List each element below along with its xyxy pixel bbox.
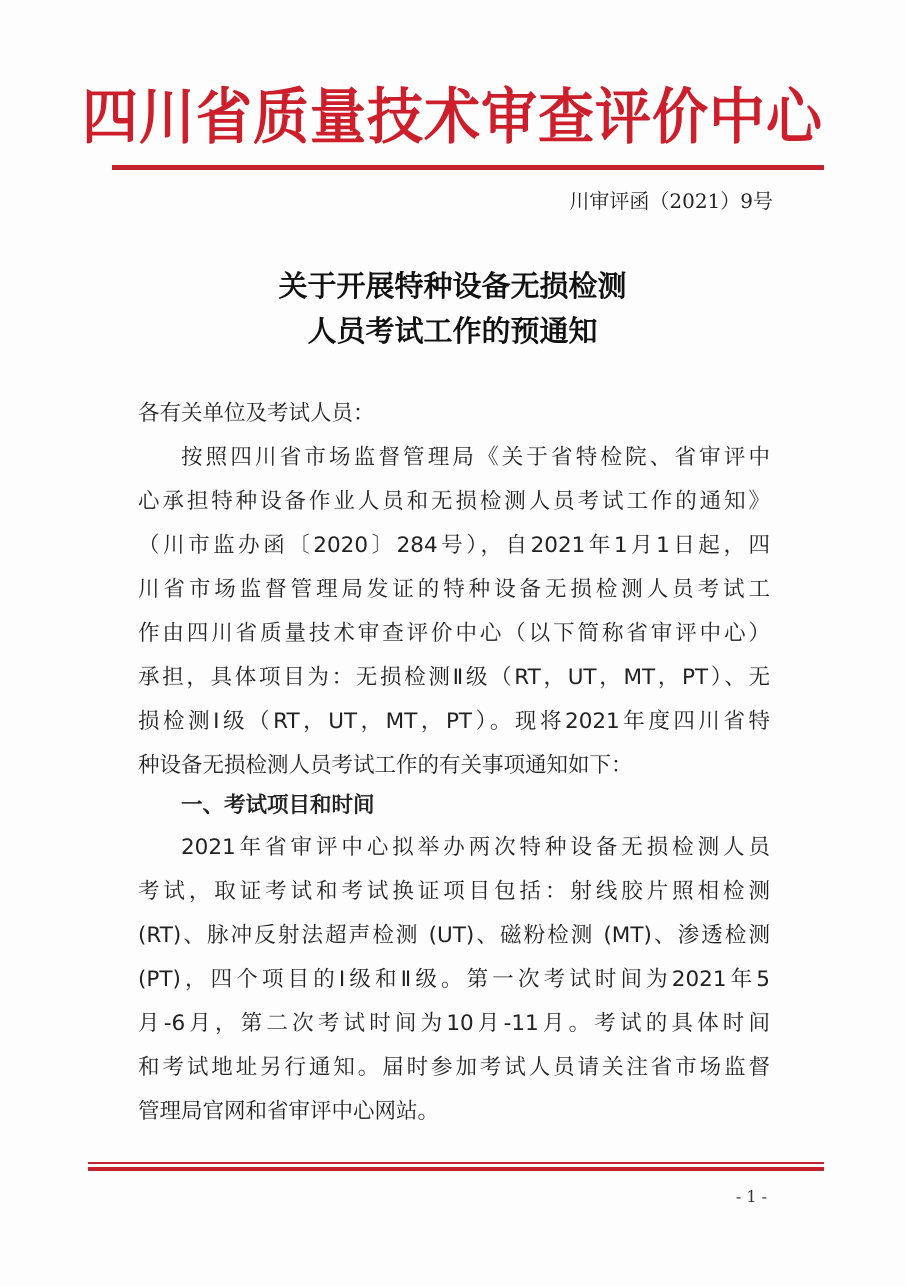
footer-thick-rule [88,1167,824,1171]
paragraph-line: 和考试地址另行通知。届时参加考试人员请关注省市场监督 [138,1055,770,1080]
paragraph-line: 作由四川省质量技术审查评价中心（以下简称省审评中心） [138,621,770,646]
paragraph-line: 损检测Ⅰ级（RT，UT，MT，PT）。现将2021年度四川省特 [138,709,770,734]
masthead-org-name: 四川省质量技术审查评价中心 [82,82,823,153]
paragraph-line: 2021年省审评中心拟举办两次特种设备无损检测人员 [181,835,770,860]
document-title-line-1: 关于开展特种设备无损检测 [278,269,627,303]
paragraph-line: （川市监办函〔2020〕284号），自2021年1月1日起，四 [138,533,770,558]
document-number: 川审评函（2021）9号 [569,189,773,213]
paragraph-line: 种设备无损检测人员考试工作的有关事项通知如下： [138,753,633,778]
salutation-text: 各有关单位及考试人员： [138,401,375,426]
paragraph-line: 管理局官网和省审评中心网站。 [138,1099,440,1124]
salutation [138,392,770,436]
page-number: - 1 - [735,1187,767,1206]
paragraph-line: 月-6月，第二次考试时间为10月-11月。考试的具体时间 [138,1011,770,1036]
section-heading-text: 一、考试项目和时间 [181,793,375,818]
footer-thin-rule [88,1162,824,1164]
paragraph-line: 心承担特种设备作业人员和无损检测人员考试工作的通知》 [138,489,770,514]
paragraph-2 [138,826,770,1134]
paragraph-line: 按照四川省市场监督管理局《关于省特检院、省审评中 [181,445,770,470]
section-heading [181,784,771,828]
paragraph-1 [138,436,770,788]
paragraph-line: 考试，取证考试和考试换证项目包括：射线胶片照相检测 [138,879,770,904]
paragraph-line: (RT)、脉冲反射法超声检测 (UT)、磁粉检测 (MT)、渗透检测 [138,923,770,948]
paragraph-line: 川省市场监督管理局发证的特种设备无损检测人员考试工 [138,577,770,602]
document-title-line-2: 人员考试工作的预通知 [307,314,598,348]
paragraph-line: 承担，具体项目为：无损检测Ⅱ级（RT，UT，MT，PT）、无 [138,665,770,690]
paragraph-line: (PT)，四个项目的Ⅰ级和Ⅱ级。第一次考试时间为2021年5 [138,967,770,992]
masthead-red-rule [112,165,824,170]
